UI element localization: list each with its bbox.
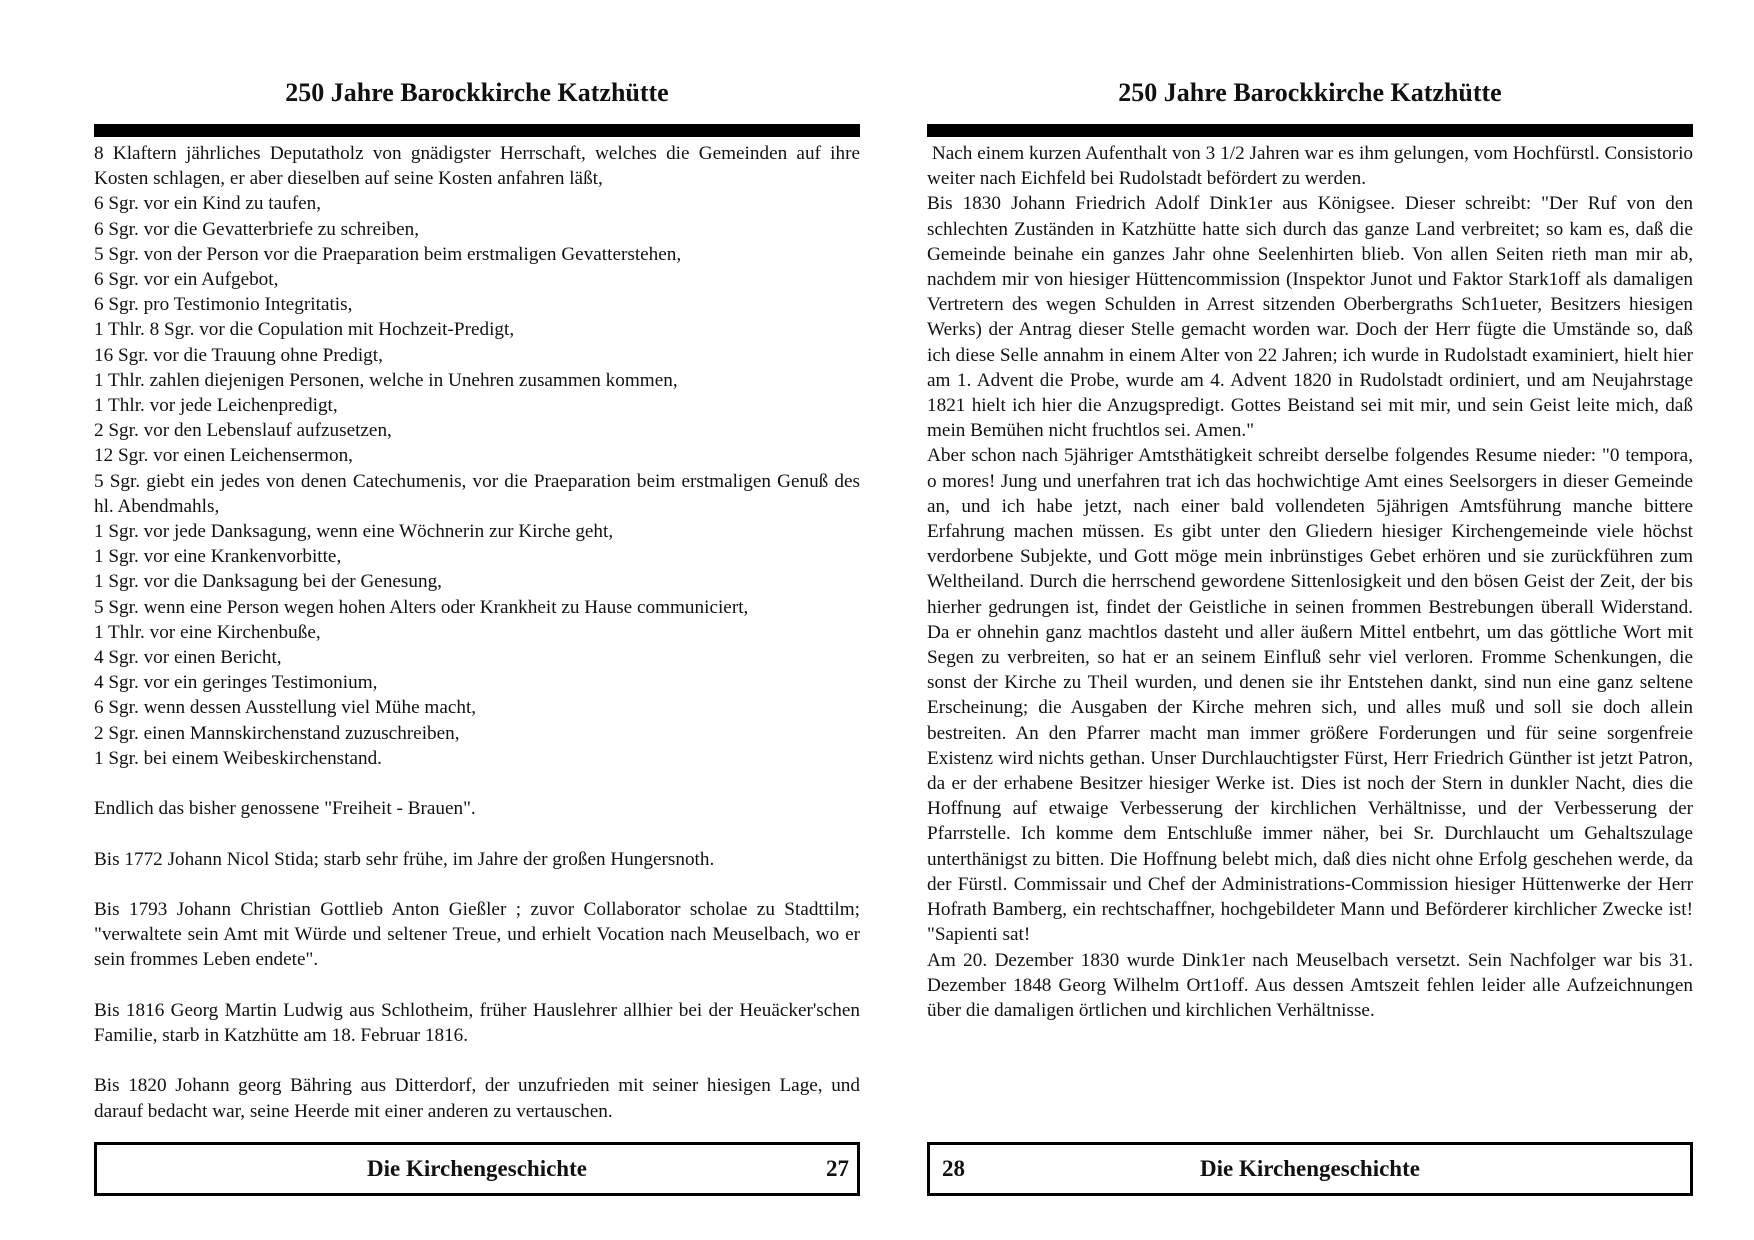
fee-line: 2 Sgr. vor den Lebenslauf aufzusetzen,	[94, 420, 392, 442]
page-body	[94, 141, 860, 1124]
fee-line: 16 Sgr. vor die Trauung ohne Predigt,	[94, 344, 383, 366]
fee-line: 1 Thlr. zahlen diejenigen Personen, welche in Unehren zusammen kommen,	[94, 369, 678, 391]
fee-line: 1 Thlr. 8 Sgr. vor die Copulation mit Hochzeit-Predigt,	[94, 319, 515, 341]
paragraph: Am 20. Dezember 1830 wurde Dink1er nach Meuselbach versetzt. Sein Nachfolger war bis 31. Dezember 1848 Georg Wilhelm Ort1off. Aus dessen Amtszeit fehlen leider alle Aufzeichnungen über die damaligen örtlichen und kirchlichen Verhältnisse.	[927, 949, 1693, 1021]
paragraph-gap	[94, 771, 860, 796]
left-page	[94, 0, 860, 1240]
header-rule	[94, 124, 860, 137]
fee-line: 1 Thlr. vor eine Kirchenbuße,	[94, 621, 321, 643]
fee-line: 4 Sgr. vor ein geringes Testimonium,	[94, 672, 378, 694]
footer-box	[927, 1142, 1693, 1196]
paragraph-gap	[94, 973, 860, 998]
paragraph: Bis 1820 Johann georg Bähring aus Ditterdorf, der unzufrieden mit seiner hiesigen Lage, und darauf bedacht war, seine Heerde mit einer anderen zu vertauschen.	[94, 1075, 860, 1122]
page-body	[927, 141, 1698, 1023]
fee-line: 6 Sgr. vor ein Kind zu taufen,	[94, 193, 322, 215]
footer-box	[94, 1142, 860, 1196]
fee-line: 1 Sgr. vor eine Krankenvorbitte,	[94, 546, 342, 568]
fee-line: 5 Sgr. giebt ein jedes von denen Catechumenis, vor die Praeparation beim erstmaligen Genuß des hl. Abendmahls,	[94, 470, 860, 517]
paragraph: Bis 1830 Johann Friedrich Adolf Dink1er aus Königsee. Dieser schreibt: "Der Ruf von den schlechten Zuständen in Katzhütte hatte sich durch das ganze Land verbreitet; so kam es, daß die Gemeinde beinahe ein ganzes Jahr ohne Seelenhirten blieb. Von allen Seiten rieth man mir ab, nachdem mir von hiesiger Hüttencommission (Inspektor Junot und Faktor Stark1off als damaligen Vertretern des wegen Schulden in Arrest sitzenden Oberbergraths Sch1ueter, Besitzers hiesigen Werks) der Antrag dieser Stelle gemacht worden war. Doch der Herr fügte die Umstände so, daß ich diese Selle annahm in einem Alter von 22 Jahren; ich wurde in Rudolstadt examiniert, hielt hier am 1. Advent die Probe, wurde am 4. Advent 1820 in Rudolstadt ordiniert, und am Neujahrstage 1821 hielt ich hier die Anzugspredigt. Gottes Beistand sei mit mir, und sein Geist leite mich, daß mein Bemühen nicht fruchtlos sei. Amen."	[927, 193, 1693, 442]
fee-line: 2 Sgr. einen Mannskirchenstand zuzuschreiben,	[94, 722, 460, 744]
fee-line: 1 Sgr. vor jede Danksagung, wenn eine Wöchnerin zur Kirche geht,	[94, 521, 614, 543]
paragraph: Bis 1793 Johann Christian Gottlieb Anton Gießler ; zuvor Collaborator scholae zu Stadttilm; "verwaltete sein Amt mit Würde und seltener Treue, und erhielt Vocation nach Meuselbach, wo er sein frommes Leben endete".	[94, 899, 860, 971]
fee-line: 6 Sgr. vor die Gevatterbriefe zu schreiben,	[94, 218, 419, 240]
header-rule	[927, 124, 1693, 137]
fee-line: 5 Sgr. von der Person vor die Praeparation beim erstmaligen Gevatterstehen,	[94, 243, 682, 265]
paragraph: Nach einem kurzen Aufenthalt von 3 1/2 Jahren war es ihm gelungen, vom Hochfürstl. Consistorio weiter nach Eichfeld bei Rudolstadt befördert zu werden.	[927, 143, 1698, 190]
paragraph: Aber schon nach 5jähriger Amtsthätigkeit schreibt derselbe folgendes Resume nieder: "0 tempora, o mores! Jung und unerfahren trat ich das hochwichtige Amt eines Seelsorgers in dieser Gemeinde an, und ich habe jetzt, nach einer bald vollendeten 5jährigen Amtsführung manche bittere Erfahrung machen müssen. Es gibt unter den Gliedern hiesiger Kirchengemeinde viele höchst verdorbene Subjekte, und Gott möge mein inbrünstiges Gebet erhören und sie zurückführen zum Weltheiland. Durch die herrschend gewordene Sittenlosigkeit und den bösen Geist der Zeit, der bis hierher gedrungen ist, findet der Geistliche in seinen frommen Bestrebungen überall Widerstand. Da er ohnehin ganz machtlos dasteht und aller äußern Mittel entbehrt, um das göttliche Wort mit Segen zu verbreiten, so hat er an seinem Einfluß sehr viel verloren. Fromme Schenkungen, die sonst der Kirche zu Theil wurden, und denen sie ihr Entstehen dankt, sind nun eine ganz seltene Erscheinung; die Ausgaben der Kirche mehren sich, und alles muß und soll sie doch allein bestreiten. An den Pfarrer macht man immer größere Forderungen und für seine sorgenfreie Existenz wird nichts gethan. Unser Durchlauchtigster Fürst, Herr Friedrich Günther ist jetzt Patron, da er der erhabene Besitzer hiesiger Werke ist. Dies ist noch der Stern in dunkler Nacht, dies die Hoffnung auf etwaige Verbesserung der kirchlichen Verhältnisse, und der Verbesserung der Pfarrstelle. Ich komme dem Entschluße immer näher, bei Sr. Durchlaucht um Gehaltszulage unterthänigst zu bitten. Die Hoffnung belebt mich, daß dies nicht ohne Erfolg geschehen werde, da der Fürstl. Commissair und Chef der Administrations-Commission hiesiger Hüttenwerke der Herr Hofrath Bamberg, ein rechtschaffner, hochgebildeter Mann und Beförderer kirchlicher Zwecke ist! "Sapienti sat!	[927, 445, 1693, 946]
running-head: 250 Jahre Barockkirche Katzhütte	[1118, 78, 1502, 107]
paragraph-gap	[94, 1048, 860, 1073]
fee-line: 1 Sgr. bei einem Weibeskirchenstand.	[94, 747, 382, 769]
page-number: 28	[942, 1156, 965, 1181]
paragraph: Endlich das bisher genossene "Freiheit - Brauen".	[94, 798, 476, 820]
fee-line: 1 Thlr. vor jede Leichenpredigt,	[94, 395, 338, 417]
right-page	[927, 0, 1698, 1240]
fee-line: 6 Sgr. vor ein Aufgebot,	[94, 269, 279, 291]
paragraph: Bis 1772 Johann Nicol Stida; starb sehr frühe, im Jahre der großen Hungersnoth.	[94, 848, 715, 870]
footer-title: Die Kirchengeschichte	[1200, 1156, 1420, 1181]
fee-line: 6 Sgr. pro Testimonio Integritatis,	[94, 294, 353, 316]
paragraph-gap	[94, 821, 860, 846]
fee-line: 1 Sgr. vor die Danksagung bei der Genesung,	[94, 571, 442, 593]
fee-line: 12 Sgr. vor einen Leichensermon,	[94, 445, 353, 467]
footer-title: Die Kirchengeschichte	[367, 1156, 587, 1181]
fee-line: 4 Sgr. vor einen Bericht,	[94, 647, 282, 669]
paragraph-gap	[94, 872, 860, 897]
paragraph: 8 Klaftern jährliches Deputatholz von gnädigster Herrschaft, welches die Gemeinden auf ihre Kosten schlagen, er aber dieselben auf seine Kosten anfahren läßt,	[94, 143, 860, 190]
page-number: 27	[826, 1156, 849, 1181]
running-head: 250 Jahre Barockkirche Katzhütte	[285, 78, 669, 107]
fee-line: 6 Sgr. wenn dessen Ausstellung viel Mühe macht,	[94, 697, 477, 719]
fee-line: 5 Sgr. wenn eine Person wegen hohen Alters oder Krankheit zu Hause communiciert,	[94, 596, 749, 618]
paragraph: Bis 1816 Georg Martin Ludwig aus Schlotheim, früher Hauslehrer allhier bei der Heuäcker'schen Familie, starb in Katzhütte am 18. Februar 1816.	[94, 999, 860, 1047]
